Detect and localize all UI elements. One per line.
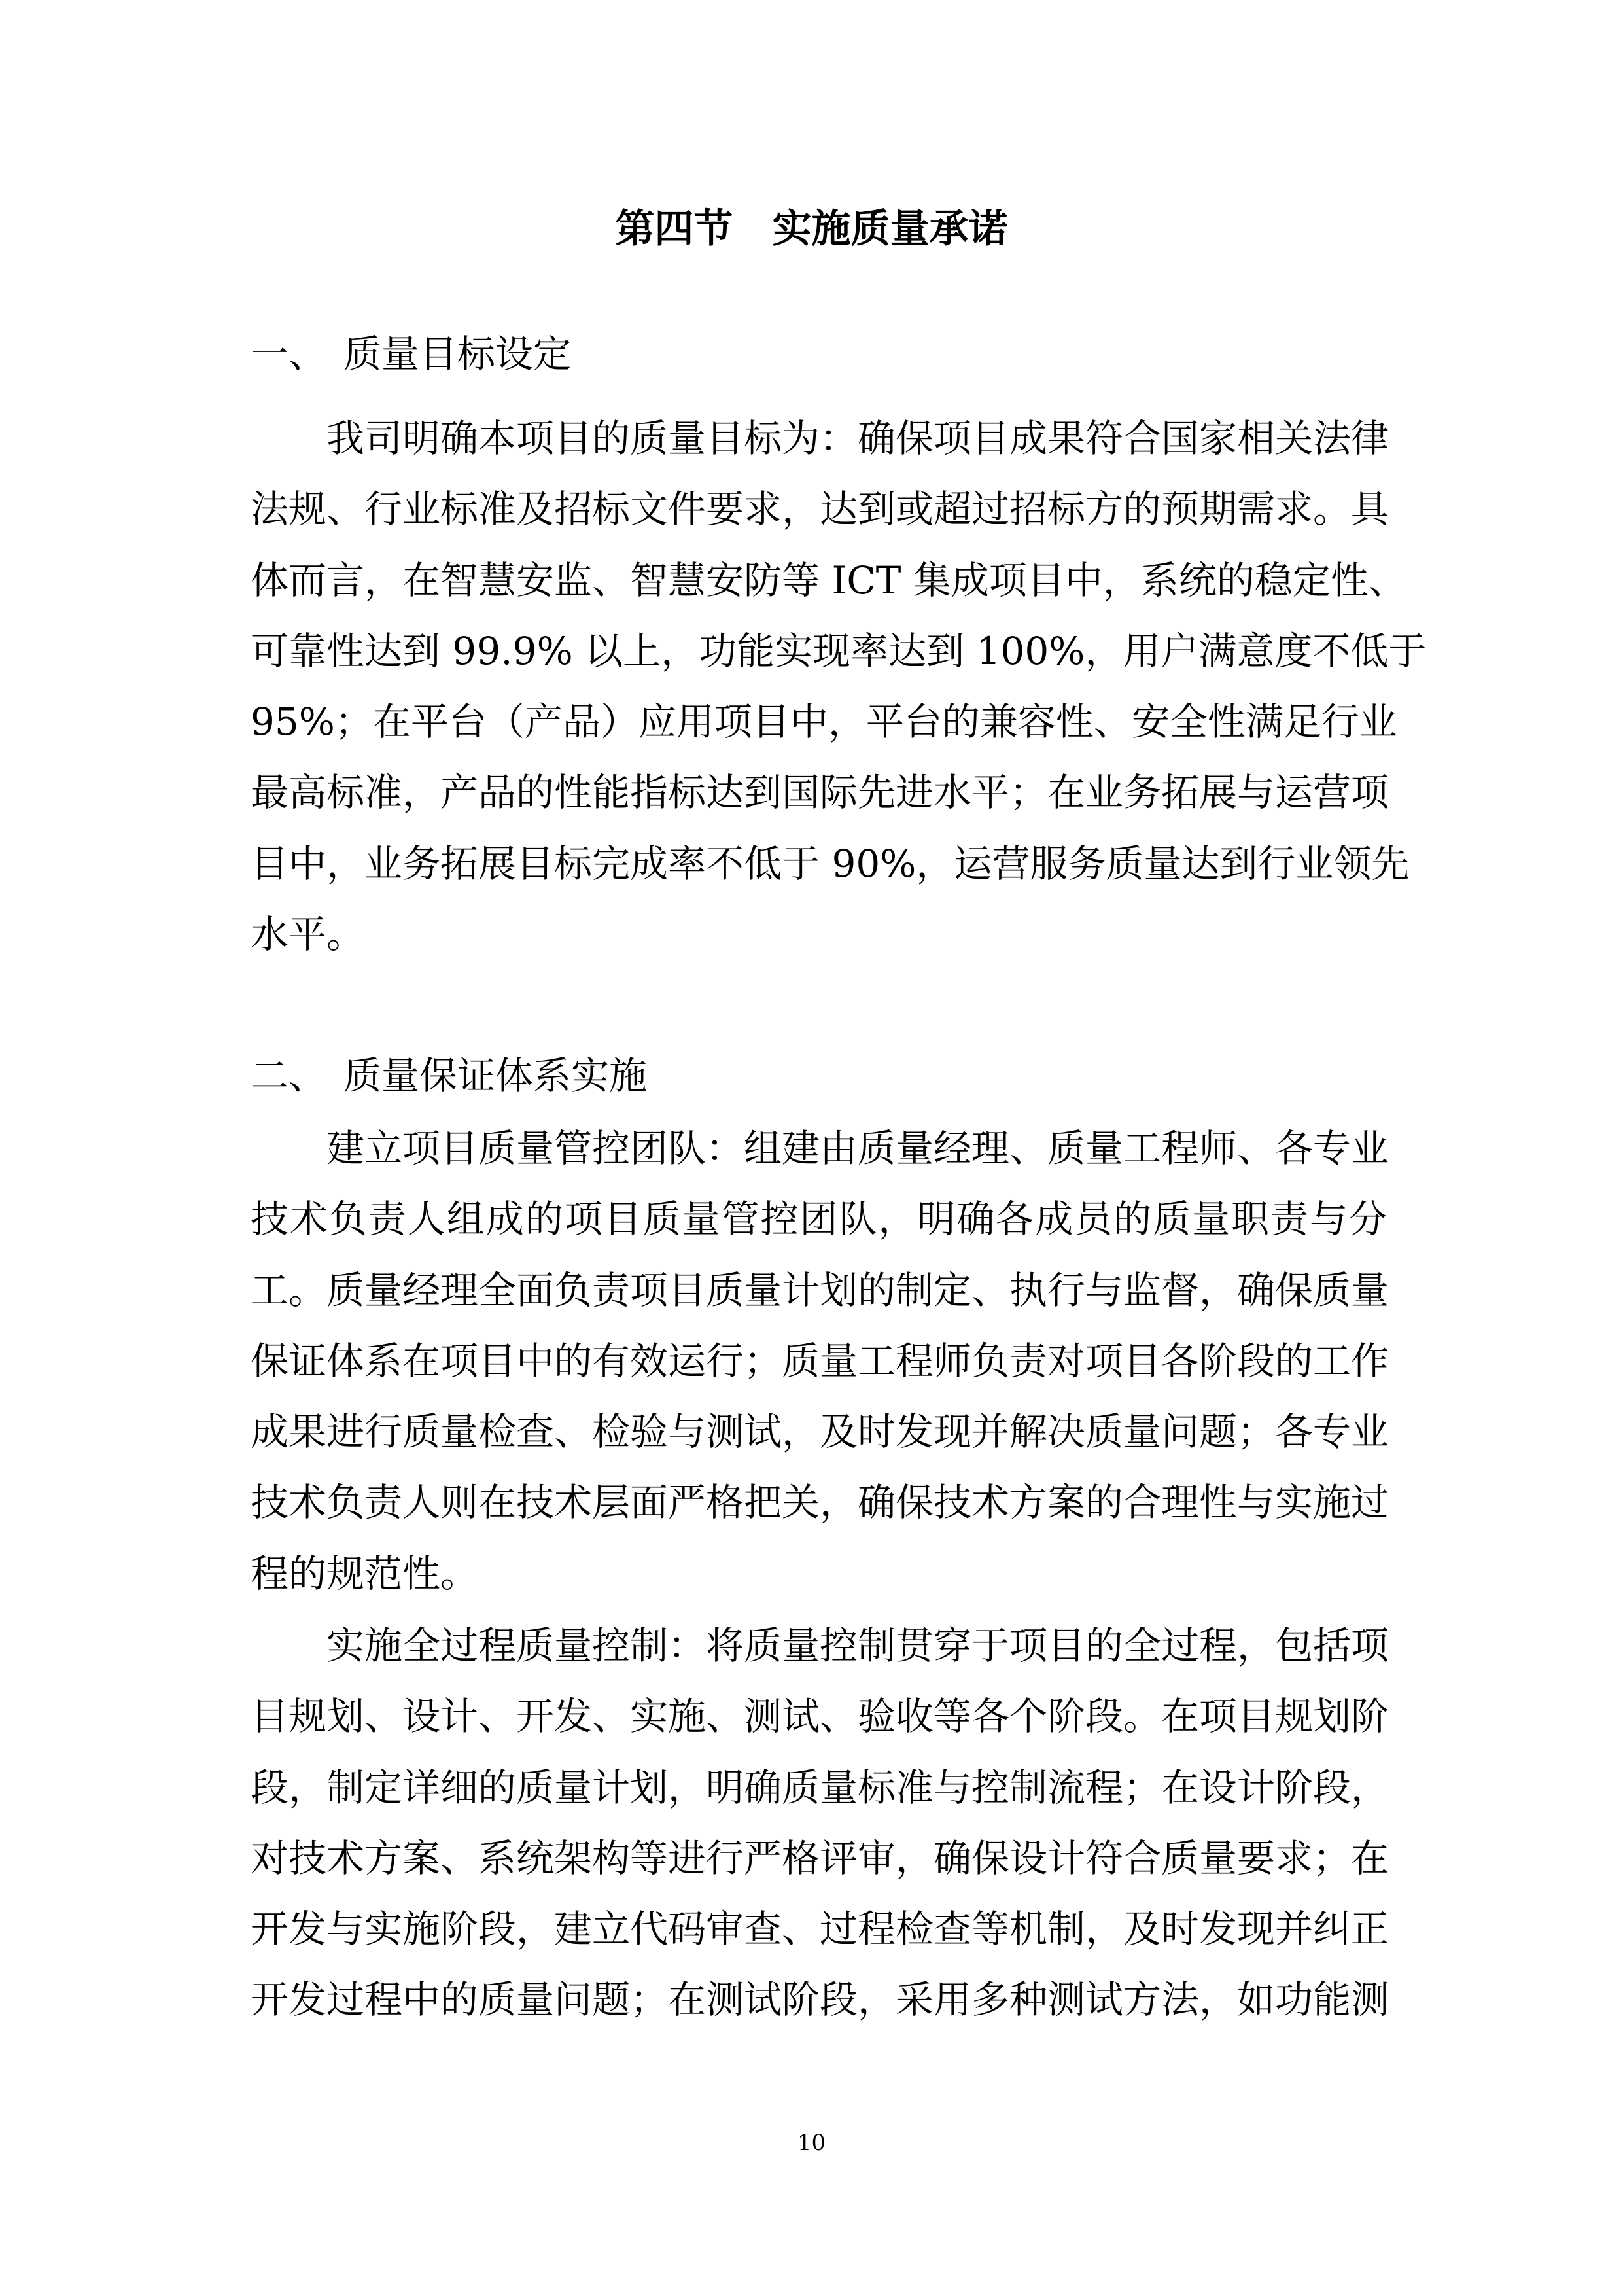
heading-quality-assurance (251, 1040, 647, 1111)
text-line: 工。质量经理全面负责项目质量计划的制定、执行与监督，确保质量 (251, 1267, 1389, 1313)
text-line: 开发与实施阶段，建立代码审查、过程检查等机制，及时发现并纠正 (251, 1907, 1389, 1952)
text-line: 可靠性达到 99.9% 以上，功能实现率达到 100%，用户满意度不低于 (251, 628, 1427, 673)
text-line: 建立项目质量管控团队：组建由质量经理、质量工程师、各专业 (326, 1126, 1389, 1171)
text-line: 保证体系在项目中的有效运行；质量工程师负责对项目各阶段的工作 (251, 1338, 1389, 1383)
text-line: 成果进行质量检查、检验与测试，及时发现并解决质量问题；各专业 (251, 1409, 1389, 1455)
paragraph (251, 1113, 1387, 1609)
paragraph (251, 403, 1427, 970)
heading-number: 一、 (251, 332, 327, 376)
text-line: 开发过程中的质量问题；在测试阶段，采用多种测试方法，如功能测 (251, 1977, 1389, 2022)
text-line: 目中，业务拓展目标完成率不低于 90%，运营服务质量达到行业领先 (251, 841, 1410, 886)
text-line: 95%；在平台（产品）应用项目中，平台的兼容性、安全性满足行业 (251, 699, 1397, 745)
text-line: 水平。 (251, 912, 365, 957)
text-line: 最高标准，产品的性能指标达到国际先进水平；在业务拓展与运营项 (251, 770, 1389, 815)
text-line: 目规划、设计、开发、实施、测试、验收等各个阶段。在项目规划阶 (251, 1694, 1389, 1739)
text-line: 程的规范性。 (251, 1551, 479, 1596)
heading-text: 质量保证体系实施 (343, 1053, 648, 1098)
text-line: 实施全过程质量控制：将质量控制贯穿于项目的全过程，包括项 (326, 1623, 1389, 1668)
text-line: 法规、行业标准及招标文件要求，达到或超过招标方的预期需求。具 (251, 487, 1389, 532)
heading-text: 质量目标设定 (343, 332, 572, 376)
text-line: 段，制定详细的质量计划，明确质量标准与控制流程；在设计阶段， (251, 1765, 1389, 1810)
text-line: 体而言，在智慧安监、智慧安防等 ICT 集成项目中，系统的稳定性、 (251, 557, 1406, 603)
heading-number: 二、 (251, 1053, 327, 1098)
text-line: 技术负责人组成的项目质量管控团队，明确各成员的质量职责与分 (251, 1197, 1387, 1242)
text-line: 对技术方案、系统架构等进行严格评审，确保设计符合质量要求；在 (251, 1835, 1389, 1881)
section-title: 第四节 实施质量承诺 (615, 206, 1008, 252)
text-line: 我司明确本项目的质量目标为：确保项目成果符合国家相关法律 (326, 416, 1389, 461)
text-line: 技术负责人则在技术层面严格把关，确保技术方案的合理性与实施过 (251, 1480, 1389, 1525)
heading-quality-goals (251, 319, 571, 389)
page-number: 10 (797, 2130, 826, 2156)
paragraph (251, 1610, 1387, 2036)
